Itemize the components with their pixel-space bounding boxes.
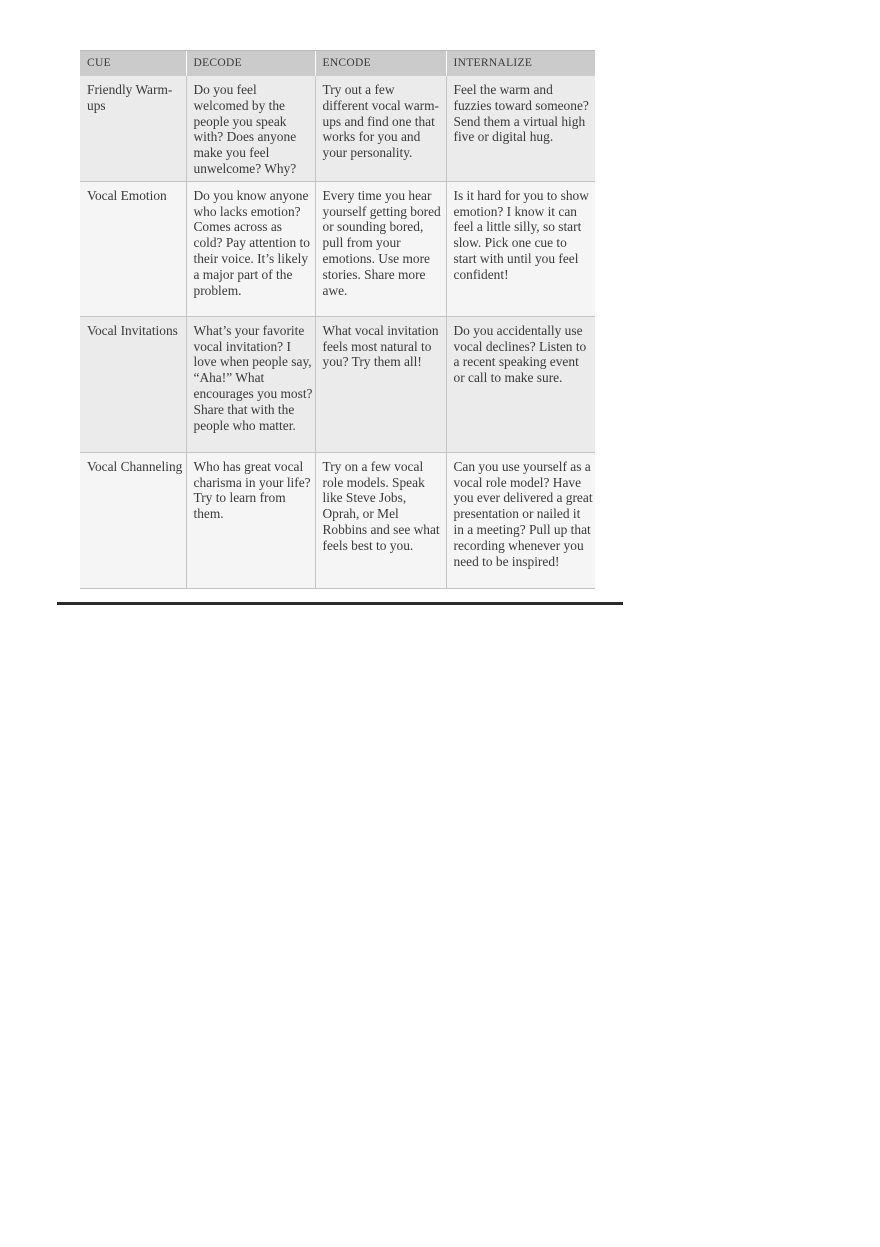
header-encode: ENCODE (315, 51, 446, 77)
internalize-cell: Is it hard for you to show emotion? I know it can feel a little silly, so start slow. Pick one cue to start with until you feel confident! (446, 181, 595, 316)
table-header (80, 51, 595, 77)
cue-cell: Vocal Invitations (80, 316, 186, 452)
internalize-cell: Can you use yourself as a vocal role model? Have you ever delivered a great presentation or nailed it in a meeting? Pull up that recording whenever you need to be inspired! (446, 452, 595, 588)
cue-cell: Vocal Emotion (80, 181, 186, 316)
internalize-cell: Feel the warm and fuzzies toward someone? Send them a virtual high five or digital hug. (446, 76, 595, 181)
cue-cell: Vocal Channeling (80, 452, 186, 588)
header-decode: DECODE (186, 51, 315, 77)
encode-cell: Try out a few different vocal warm-ups and find one that works for you and your personality. (315, 76, 446, 181)
encode-cell: Try on a few vocal role models. Speak like Steve Jobs, Oprah, or Mel Robbins and see what feels best to you. (315, 452, 446, 588)
decode-cell: What’s your favorite vocal invitation? I love when people say, “Aha!” What encourages you most? Share that with the people who matter. (186, 316, 315, 452)
encode-cell: Every time you hear yourself getting bored or sounding bored, pull from your emotions. Use more stories. Share more awe. (315, 181, 446, 316)
table-row (80, 452, 595, 588)
table-body (80, 76, 595, 588)
encode-cell: What vocal invitation feels most natural to you? Try them all! (315, 316, 446, 452)
table-row (80, 76, 595, 181)
header-internalize: INTERNALIZE (446, 51, 595, 77)
decode-cell: Who has great vocal charisma in your life? Try to learn from them. (186, 452, 315, 588)
decode-cell: Do you feel welcomed by the people you speak with? Does anyone make you feel unwelcome? Why? (186, 76, 315, 181)
decode-cell: Do you know anyone who lacks emotion? Comes across as cold? Pay attention to their voice. It’s likely a major part of the problem. (186, 181, 315, 316)
header-row (80, 51, 595, 77)
bottom-rule (57, 602, 623, 605)
internalize-cell: Do you accidentally use vocal declines? Listen to a recent speaking event or call to make sure. (446, 316, 595, 452)
table-row (80, 181, 595, 316)
header-cue: CUE (80, 51, 186, 77)
table-row (80, 316, 595, 452)
cue-table (80, 50, 595, 589)
cue-cell: Friendly Warm-ups (80, 76, 186, 181)
